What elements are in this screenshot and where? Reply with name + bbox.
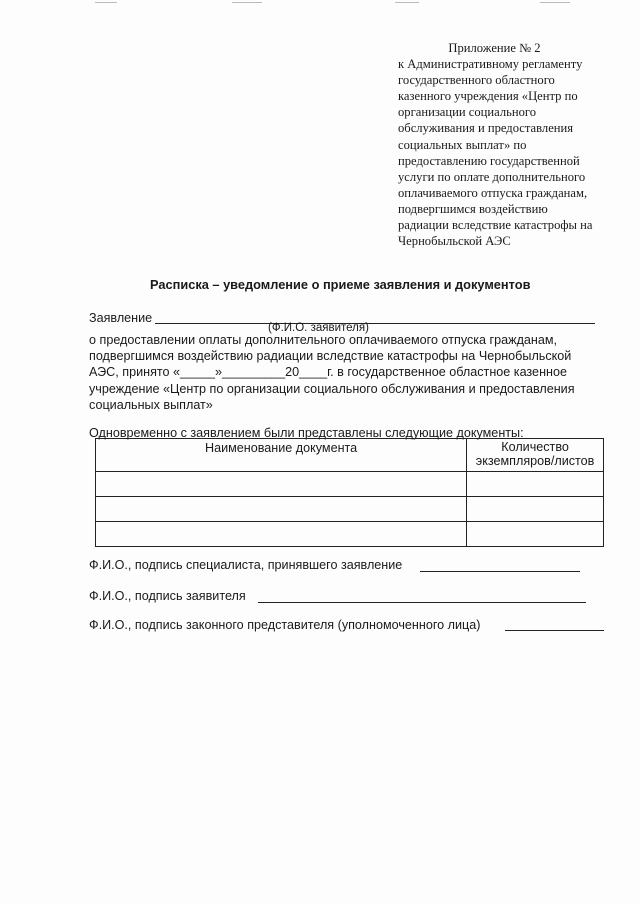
applicant-name-line[interactable] [155,323,595,324]
statement-line: социальных выплат» [89,397,213,412]
representative-signature-label: Ф.И.О., подпись законного представителя (уполномоченного лица) [89,618,481,632]
column-header-name: Наименование документа [96,439,467,472]
statement-line: подвергшимся воздействию радиации вследствие катастрофы на Чернобыльской [89,349,572,364]
document-name-cell[interactable] [96,472,467,497]
applicant-signature-line[interactable] [258,602,586,603]
statement-line: о предоставлении оплаты дополнительного оплачиваемого отпуска гражданам, [89,333,558,347]
appendix-line: радиации вследствие катастрофы на [398,218,593,233]
appendix-line: организации социального [398,105,537,120]
appendix-line: Чернобыльской АЭС [398,234,511,249]
statement-paragraph [89,332,604,413]
representative-signature-line[interactable] [505,630,604,631]
appendix-line: предоставлению государственной [398,153,580,168]
table-header-row [96,439,604,472]
table-row [96,472,604,497]
column-header-count-line1: Количество [501,440,569,454]
fio-caption: (Ф.И.О. заявителя) [268,322,369,334]
table-row [96,497,604,522]
appendix-body [398,56,611,249]
appendix-line: государственного областного [398,73,555,88]
document-count-cell[interactable] [467,497,604,522]
document-count-cell[interactable] [467,472,604,497]
applicant-signature-label: Ф.И.О., подпись заявителя [89,589,246,603]
column-header-count [467,439,604,472]
scan-artifacts [0,0,640,8]
statement-label: Заявление [89,311,153,325]
appendix-line: подвергшимся воздействию [398,201,548,216]
appendix-line: к Административному регламенту [398,57,583,72]
document-title: Расписка – уведомление о приеме заявления и документов [150,277,531,292]
specialist-signature-label: Ф.И.О., подпись специалиста, принявшего заявление [89,558,403,572]
appendix-line: казенного учреждения «Центр по [398,89,578,104]
document-count-cell[interactable] [467,522,604,547]
document-name-cell[interactable] [96,497,467,522]
appendix-line: оплачиваемого отпуска гражданам, [398,185,588,200]
specialist-signature-line[interactable] [420,571,580,572]
appendix-line: услуги по оплате дополнительного [398,169,586,184]
document-name-cell[interactable] [96,522,467,547]
appendix-line: социальных выплат» по [398,137,527,152]
appendix-heading: Приложение № 2 [448,41,541,55]
statement-line: учреждение «Центр по организации социального обслуживания и предоставления [89,381,575,396]
documents-intro: Одновременно с заявлением были представлены следующие документы: [89,426,524,440]
column-header-count-line2: экземпляров/листов [475,454,595,468]
statement-line: АЭС, принято «_____»_________20____г. в государственное областное казенное [89,365,567,380]
appendix-block [398,40,611,249]
appendix-line: обслуживания и предоставления [398,121,574,136]
documents-table [95,438,604,547]
table-row [96,522,604,547]
